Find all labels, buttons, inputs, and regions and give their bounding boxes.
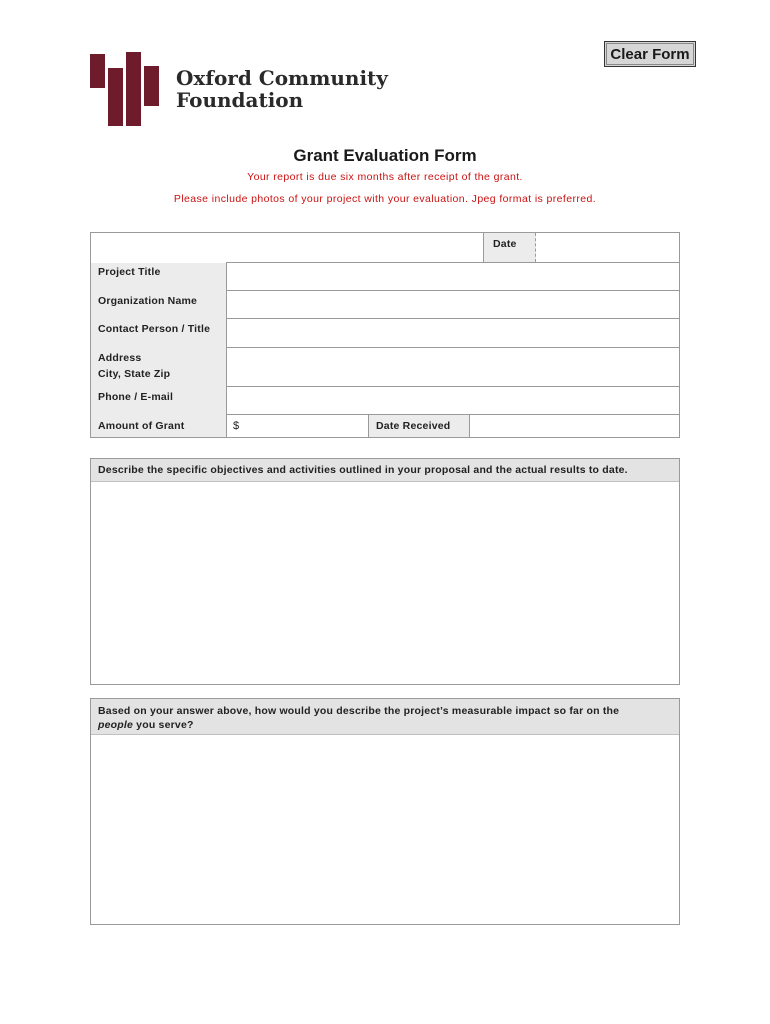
organization-name-input[interactable] (226, 290, 680, 319)
question1-heading (91, 459, 679, 482)
contact-person-input[interactable] (226, 318, 680, 348)
project-title-label: Project Title (98, 266, 161, 278)
date-received-input[interactable] (469, 414, 680, 438)
date-input[interactable] (536, 233, 679, 262)
project-title-input[interactable] (226, 262, 680, 291)
date-label-cell (483, 233, 536, 262)
amount-of-grant-input[interactable] (226, 414, 369, 438)
phone-email-input[interactable] (226, 386, 680, 415)
contact-person-label: Contact Person / Title (98, 323, 211, 335)
logo-name-line2: Foundation (176, 88, 304, 112)
question2-text-part2: you serve? (136, 719, 194, 731)
phone-email-label: Phone / E-mail (98, 391, 174, 403)
logo-bar-3 (126, 52, 141, 126)
label-column (91, 263, 226, 437)
question2-text-part1: Based on your answer above, how would you describe the project’s measurable impact so far on the (98, 705, 620, 717)
logo-bar-4 (144, 66, 159, 106)
question2-emphasis: people (98, 719, 134, 731)
organization-name-label: Organization Name (98, 295, 198, 307)
question1-text: Describe the specific objectives and activities outlined in your proposal and the actual results to date. (98, 464, 628, 476)
logo-bar-1 (90, 54, 105, 88)
date-label: Date (493, 238, 517, 250)
address-input[interactable] (226, 347, 680, 387)
question2-box (90, 698, 680, 925)
question2-heading (91, 699, 679, 735)
due-notice: Your report is due six months after receipt of the grant. (247, 171, 523, 183)
page-title: Grant Evaluation Form (293, 146, 477, 165)
question2-answer-input[interactable] (91, 735, 679, 924)
currency-symbol: $ (233, 420, 240, 432)
photo-notice: Please include photos of your project with your evaluation. Jpeg format is preferred. (173, 193, 597, 205)
clear-form-button[interactable]: Clear Form (604, 41, 696, 67)
date-received-label-cell (368, 414, 470, 438)
logo-bar-2 (108, 68, 123, 126)
amount-of-grant-label: Amount of Grant (98, 420, 185, 432)
city-state-zip-label: City, State Zip (98, 368, 171, 380)
question1-box (90, 458, 680, 685)
logo-name-line1: Oxford Community (176, 66, 388, 90)
question1-answer-input[interactable] (91, 482, 679, 684)
address-label: Address (98, 352, 142, 364)
date-received-label: Date Received (376, 420, 451, 432)
